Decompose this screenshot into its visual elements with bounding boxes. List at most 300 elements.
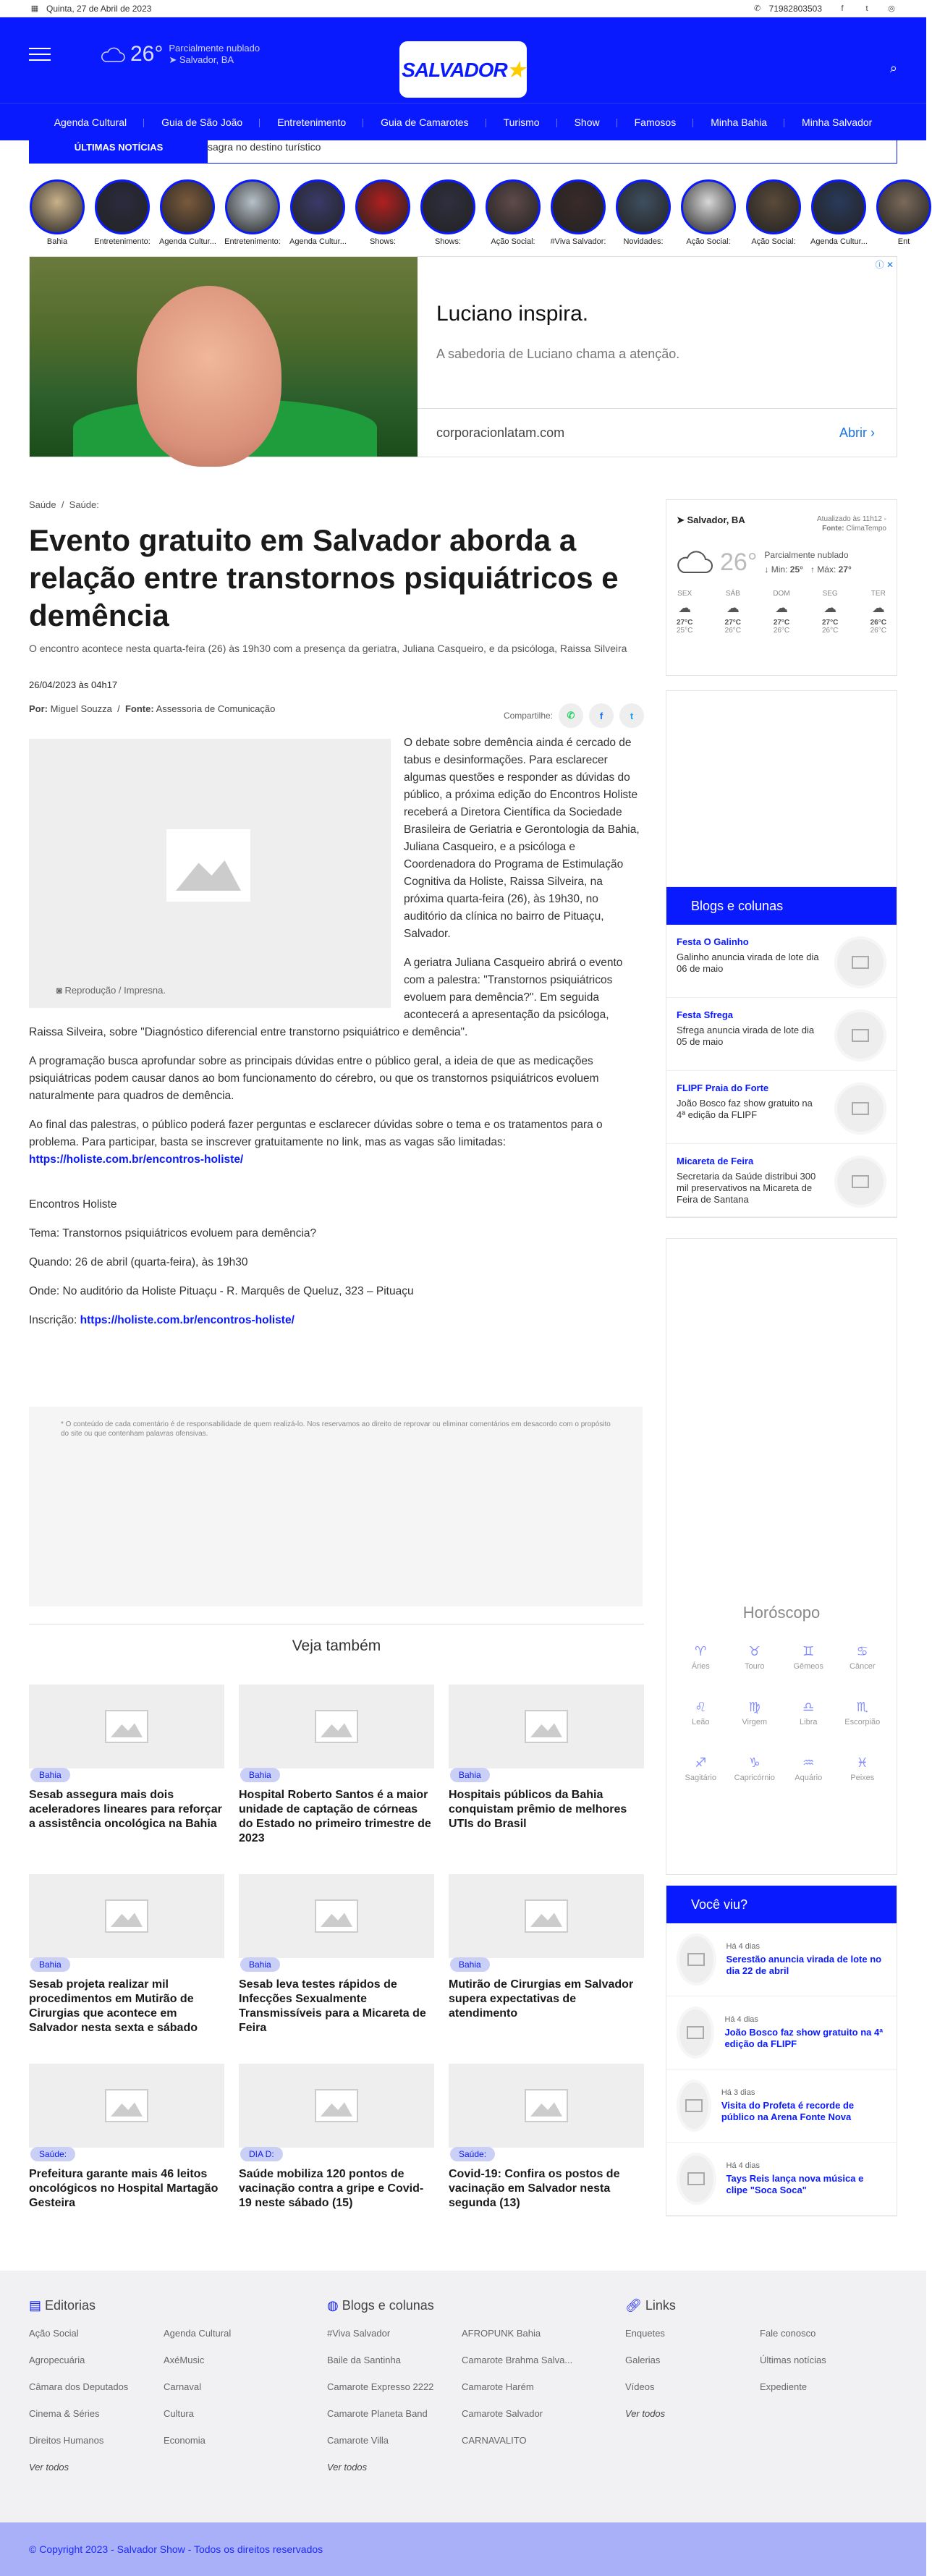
nav-item[interactable]: Guia de Camarotes [363, 116, 486, 128]
card-tag[interactable]: Bahia [450, 1957, 490, 1972]
footer-link[interactable]: Galerias [625, 2355, 661, 2365]
facebook-icon[interactable]: f [841, 4, 844, 13]
story-label: Novidades: [623, 237, 664, 246]
card-image[interactable] [29, 1874, 224, 1958]
footer-link[interactable]: Economia [164, 2435, 206, 2446]
forecast-day [725, 590, 741, 635]
image-placeholder-icon [677, 1933, 716, 1986]
article-subtitle: O encontro acontece nesta quarta-feira (26) às 19h30 com a presença da geriatra, Juliana Casqueiro, e da psicóloga, Raissa Silveira [29, 643, 627, 654]
footer-link[interactable]: Carnaval [164, 2381, 202, 2392]
forecast-min: 26°C [773, 627, 790, 635]
story-item[interactable] [876, 179, 932, 250]
forecast-weekday: DOM [773, 590, 790, 598]
card-tag[interactable]: Bahia [450, 1768, 490, 1782]
weather-forecast [677, 590, 886, 635]
header-city: Salvador, BA [179, 54, 234, 65]
article-title: Evento gratuito em Salvador aborda a relação entre transtornos psiquiátricos e demência [29, 523, 619, 632]
paragraph: Onde: No auditório da Holiste Pituaçu - R. Marquês de Queluz, 323 – Pituaçu [29, 1285, 414, 1297]
item-time: Há 3 dias [721, 2088, 755, 2097]
related-card[interactable] [449, 1874, 644, 2064]
item-title[interactable]: Serestão anuncia virada de lote no dia 22 de abril [726, 1954, 882, 1976]
zodiac-icon: ♐︎ [695, 1755, 707, 1770]
item-title[interactable]: Tays Reis lança nova música e clipe "Soca Soca" [726, 2173, 864, 2195]
ad-title[interactable]: Luciano inspira. [436, 302, 589, 326]
image-placeholder-icon [677, 2007, 714, 2059]
story-thumbnail[interactable] [95, 179, 150, 234]
story-item[interactable] [550, 179, 606, 250]
news-ticker [29, 130, 897, 164]
image-placeholder-icon [166, 829, 250, 902]
copyright: © Copyright 2023 - Salvador Show - Todos os direitos reservados [0, 2522, 926, 2576]
story-label: Ação Social: [751, 237, 796, 246]
forecast-min: 26°C [724, 627, 741, 635]
ver-todos-link[interactable]: Ver todos [29, 2462, 69, 2473]
author: Miguel Souzza [50, 703, 112, 714]
image-placeholder-icon [315, 1899, 358, 1933]
forecast-day [677, 590, 692, 635]
item-title[interactable]: Visita do Profeta é recorde de público na Arena Fonte Nova [721, 2100, 855, 2122]
horoscope-widget [666, 1238, 897, 1875]
blog-item[interactable] [666, 1144, 897, 1217]
story-label: #Viva Salvador: [550, 237, 606, 246]
zodiac-sign[interactable] [728, 1755, 782, 1782]
zodiac-icon: ♋︎ [856, 1644, 868, 1658]
header-temp: 26° [130, 42, 164, 66]
related-card[interactable] [449, 2064, 644, 2253]
story-label: Agenda Cultur... [810, 237, 868, 246]
stories-strip [29, 179, 910, 250]
article [29, 499, 644, 1341]
story-item[interactable] [745, 179, 802, 250]
horoscope-title: Horóscopo [742, 1603, 821, 1622]
forecast-day [822, 590, 838, 635]
weather-icon: ☁ [871, 601, 885, 615]
image-placeholder-icon [677, 2153, 716, 2205]
item-time: Há 4 dias [724, 2015, 758, 2024]
footer-link[interactable]: Câmara dos Deputados [29, 2381, 129, 2392]
card-image[interactable] [239, 1874, 434, 1958]
card-title[interactable]: Sesab projeta realizar mil procedimentos em Mutirão de Cirurgias que acontece em Salvador nesta sexta e sábado [29, 1978, 198, 2034]
card-title[interactable]: Sesab leva testes rápidos de Infecções Sexualmente Transmissíveis para a Micareta de Feira [239, 1978, 426, 2034]
twitter-share-icon[interactable]: t [619, 703, 644, 728]
zodiac-sign[interactable] [674, 1644, 728, 1671]
calendar-icon: ▦ [30, 4, 39, 13]
story-thumbnail[interactable] [160, 179, 215, 234]
newspaper-icon: ▤ [29, 2298, 46, 2313]
article-body [29, 714, 644, 1329]
footer-link[interactable]: Agropecuária [29, 2355, 85, 2365]
image-placeholder-icon [834, 1009, 886, 1062]
blog-item[interactable] [666, 925, 897, 998]
twitter-icon[interactable]: t [865, 4, 868, 13]
zodiac-icon: ♍︎ [748, 1700, 761, 1714]
breadcrumb-item[interactable]: Saúde: [69, 499, 99, 510]
story-label: Agenda Cultur... [289, 237, 347, 246]
zodiac-icon: ♉︎ [748, 1644, 761, 1658]
zodiac-label: Sagitário [685, 1774, 716, 1782]
forecast-max: 27°C [821, 619, 839, 627]
paragraph: Quando: 26 de abril (quarta-feira), às 19h30 [29, 1256, 248, 1268]
forecast-max: 26°C [870, 619, 886, 627]
forecast-weekday: TER [870, 590, 886, 598]
card-tag[interactable]: Bahia [30, 1768, 70, 1782]
image-placeholder-icon [105, 2089, 148, 2122]
nav-item[interactable]: Turismo [486, 116, 557, 128]
forecast-max: 27°C [724, 619, 741, 627]
zodiac-sign[interactable] [836, 1700, 890, 1726]
card-title[interactable]: Prefeitura garante mais 46 leitos oncológicos no Hospital Martagão Gesteira [29, 2168, 219, 2209]
ad-text: A sabedoria de Luciano chama a atenção. [436, 347, 680, 361]
story-item[interactable] [615, 179, 672, 250]
weather-updated: Atualizado às 11h12 - [817, 515, 886, 523]
related-card[interactable] [449, 1685, 644, 1874]
image-placeholder-icon [105, 1899, 148, 1933]
footer-link[interactable]: Expediente [760, 2381, 808, 2392]
story-item[interactable] [485, 179, 541, 250]
story-label: Bahia [46, 237, 68, 246]
nav-item[interactable]: Famosos [617, 116, 694, 128]
related-grid [29, 1685, 644, 2253]
registration-link[interactable]: https://holiste.com.br/encontros-holiste/ [29, 1153, 244, 1166]
nav-item[interactable]: Guia de São João [144, 116, 260, 128]
ver-todos-link[interactable]: Ver todos [327, 2462, 368, 2473]
story-label: Shows: [434, 237, 462, 246]
zodiac-label: Peixes [850, 1774, 875, 1782]
story-item[interactable] [420, 179, 476, 250]
paragraph: Encontros Holiste [29, 1198, 117, 1211]
article-image[interactable] [29, 739, 391, 1008]
blog-headline[interactable]: João Bosco faz show gratuito na 4ª edição da FLIPF [677, 1098, 813, 1120]
footer-link[interactable]: Cinema & Séries [29, 2408, 100, 2419]
voce-viu-item[interactable] [666, 2143, 897, 2216]
item-time: Há 4 dias [726, 2161, 760, 2170]
card-title[interactable]: Mutirão de Cirurgias em Salvador supera expectativas de atendimento [449, 1978, 634, 2020]
footer-link[interactable]: Camarote Brahma Salva... [462, 2355, 573, 2365]
zodiac-sign[interactable] [781, 1700, 836, 1726]
story-label: Ent [897, 237, 910, 246]
card-image[interactable] [239, 1685, 434, 1768]
blogs-widget [666, 887, 897, 1218]
forecast-weekday: SÁB [725, 590, 740, 598]
story-label: Entretenimento: [224, 237, 281, 246]
card-title[interactable]: Hospitais públicos da Bahia conquistam prêmio de melhores UTIs do Brasil [449, 1789, 627, 1830]
zodiac-sign[interactable] [728, 1644, 782, 1671]
voce-viu-item[interactable] [666, 2069, 897, 2143]
voce-viu-item[interactable] [666, 1996, 897, 2069]
story-thumbnail[interactable] [355, 179, 410, 234]
weather-icon: ☁ [678, 601, 692, 615]
weather-icon: ☁ [774, 601, 788, 615]
card-title[interactable]: Covid-19: Confira os postos de vacinação em Salvador nesta segunda (13) [449, 2168, 620, 2209]
footer-link[interactable]: CARNAVALITO [462, 2435, 527, 2446]
related-card[interactable] [29, 1685, 224, 1874]
blog-headline[interactable]: Sfrega anuncia virada de lote dia 05 de maio [677, 1025, 815, 1047]
site-header [0, 17, 926, 103]
footer-link[interactable]: Camarote Harém [462, 2381, 534, 2392]
blog-name[interactable]: Micareta de Feira [677, 1156, 754, 1166]
story-thumbnail[interactable] [30, 179, 85, 234]
ad-domain: corporacionlatam.com [436, 425, 565, 440]
related-card[interactable] [239, 1874, 434, 2064]
card-image[interactable] [29, 1685, 224, 1768]
weather-icon: ☁ [823, 601, 837, 615]
zodiac-label: Virgem [742, 1718, 768, 1726]
image-placeholder-icon [834, 936, 886, 988]
story-item[interactable] [680, 179, 737, 250]
nav-item[interactable]: Entretenimento [260, 116, 363, 128]
weather-source: ClimaTempo [846, 525, 886, 533]
comments-section[interactable] [29, 1407, 643, 1606]
facebook-share-icon[interactable]: f [589, 703, 614, 728]
weather-widget: ➤ Salvador, BA Atualizado às 11h12 - Fonte: ClimaTempo 26° Parcialmente nublado ↓ Min: 25° ↑ Máx: 27° SEX ☁ 27°C 25°C SÁB ☁ 27°C 26°C DOM ☁ 27°C 26°C SEG ☁ 27°C 26°C TER ☁ 26°C 26°C [666, 499, 897, 676]
registration-link[interactable]: https://holiste.com.br/encontros-holiste/ [80, 1314, 295, 1326]
zodiac-label: Leão [692, 1718, 710, 1726]
footer-link[interactable]: Camarote Planeta Band [327, 2408, 428, 2419]
story-thumbnail[interactable] [616, 179, 671, 234]
header-weather [100, 42, 260, 67]
paragraph: Inscrição: https://holiste.com.br/encontros-holiste/ [29, 1314, 295, 1326]
paragraph: A geriatra Juliana Casqueiro abrirá o evento com a palestra: "Transtornos psiquiátricos evoluem para demência?". Em seguida acontecerá a apresentação da psicóloga, Raissa Silveira, sobre "Diagnóstico diferencial entre transtorno psiquiátrico e demência". [29, 957, 623, 1038]
zodiac-sign[interactable] [836, 1644, 890, 1671]
cloud-icon [100, 46, 124, 63]
item-time: Há 4 dias [726, 1942, 760, 1951]
weather-min: 25° [789, 564, 803, 575]
footer-link[interactable]: Baile da Santinha [327, 2355, 401, 2365]
story-thumbnail[interactable] [420, 179, 475, 234]
weather-desc: Parcialmente nublado [764, 550, 849, 560]
zodiac-label: Libra [800, 1718, 818, 1726]
blog-name[interactable]: Festa O Galinho [677, 936, 749, 947]
card-tag[interactable]: Saúde: [450, 2147, 495, 2161]
zodiac-icon: ♓︎ [856, 1755, 868, 1770]
image-placeholder-icon [315, 2089, 358, 2122]
header-weather-desc: Parcialmente nublado [169, 43, 260, 54]
related-card[interactable] [29, 2064, 224, 2253]
image-placeholder-icon [677, 2080, 711, 2132]
phone-number[interactable]: 71982803503 [768, 3, 822, 14]
link-icon: 🔗︎ [625, 2298, 645, 2313]
story-item[interactable] [159, 179, 216, 250]
card-image[interactable] [29, 2064, 224, 2148]
footer-editorias-title: Editorias [45, 2298, 96, 2313]
adchoices-icon[interactable]: ⓘ ✕ [875, 260, 894, 270]
camera-icon: ◙ [56, 985, 65, 996]
forecast-weekday: SEG [822, 590, 838, 598]
image-placeholder-icon [525, 2089, 568, 2122]
menu-icon[interactable] [29, 48, 51, 62]
forecast-weekday: SEX [677, 590, 692, 598]
breadcrumb-item[interactable]: Saúde [29, 499, 56, 510]
footer-link[interactable]: Camarote Expresso 2222 [327, 2381, 434, 2392]
related-card[interactable] [239, 1685, 434, 1874]
share-label: Compartilhe: [503, 711, 553, 721]
image-placeholder-icon [525, 1710, 568, 1743]
story-item[interactable] [289, 179, 346, 250]
ad-image[interactable] [30, 257, 418, 457]
site-logo[interactable]: SALVADOR★ [402, 43, 525, 96]
card-image[interactable] [449, 1874, 644, 1958]
story-item[interactable] [29, 179, 85, 250]
story-item[interactable] [94, 179, 151, 250]
top-bar [0, 0, 926, 17]
footer-link[interactable]: Cultura [164, 2408, 194, 2419]
voce-viu-title: Você viu? [666, 1886, 897, 1923]
blog-name[interactable]: Festa Sfrega [677, 1009, 734, 1020]
nav-item[interactable]: Minha Bahia [693, 116, 784, 128]
forecast-day [773, 590, 789, 635]
current-date: Quinta, 27 de Abril de 2023 [46, 3, 152, 14]
image-placeholder-icon [834, 1156, 886, 1208]
card-tag[interactable]: Bahia [240, 1957, 280, 1972]
story-thumbnail[interactable] [225, 179, 280, 234]
voce-viu-item[interactable] [666, 1923, 897, 1996]
story-thumbnail[interactable] [811, 179, 866, 234]
footer-blogs-title: Blogs e colunas [342, 2298, 434, 2313]
forecast-max: 27°C [677, 619, 693, 627]
ad-slot [666, 690, 897, 887]
footer-link[interactable]: Vídeos [625, 2381, 655, 2392]
location-icon: ➤ [677, 514, 687, 525]
related-title: Veja também [29, 1624, 644, 1655]
logo-text: SALVADOR [402, 58, 507, 81]
article-date: 26/04/2023 às 04h17 [29, 679, 118, 690]
card-title[interactable]: Hospital Roberto Santos é a maior unidade de captação de córneas do Estado no primeiro trimestre de 2023 [239, 1789, 431, 1844]
zodiac-sign[interactable] [674, 1700, 728, 1726]
card-image[interactable] [449, 1685, 644, 1768]
zodiac-sign[interactable] [836, 1755, 890, 1782]
sidebar [666, 499, 897, 2216]
zodiac-label: Capricórnio [734, 1774, 775, 1782]
blog-item[interactable] [666, 1071, 897, 1144]
footer-link[interactable]: Direitos Humanos [29, 2435, 104, 2446]
image-caption: Reprodução / Impresna. [64, 985, 166, 996]
story-thumbnail[interactable] [681, 179, 736, 234]
search-icon[interactable]: ⌕ [889, 61, 897, 75]
item-title[interactable]: João Bosco faz show gratuito na 4ª edição da FLIPF [724, 2027, 884, 2049]
zodiac-icon: ♏︎ [856, 1700, 868, 1714]
image-placeholder-icon [315, 1710, 358, 1743]
card-tag[interactable]: Saúde: [30, 2147, 75, 2161]
zodiac-label: Áries [691, 1662, 710, 1671]
zodiac-sign[interactable] [674, 1755, 728, 1782]
ver-todos-link[interactable]: Ver todos [625, 2408, 666, 2419]
card-tag[interactable]: Bahia [240, 1768, 280, 1782]
weather-icon: ☁ [726, 601, 740, 615]
forecast-min: 26°C [821, 627, 839, 635]
story-label: Shows: [369, 237, 397, 246]
image-placeholder-icon [525, 1899, 568, 1933]
footer-link[interactable]: AxéMusic [164, 2355, 205, 2365]
footer-links-title: Links [645, 2298, 676, 2313]
advertisement[interactable] [29, 256, 897, 457]
zodiac-icon: ♎︎ [802, 1700, 815, 1714]
zodiac-label: Escorpião [844, 1718, 881, 1726]
zodiac-label: Gêmeos [793, 1662, 824, 1671]
ticker-text[interactable]: sagra no destino turístico [208, 141, 321, 153]
card-image[interactable] [239, 2064, 434, 2148]
whatsapp-icon[interactable]: ✆ [753, 4, 761, 13]
globe-icon: ◍ [327, 2298, 342, 2313]
location-icon: ➤ [169, 54, 179, 65]
nav-item[interactable]: Show [557, 116, 617, 128]
zodiac-icon: ♑︎ [748, 1755, 761, 1770]
image-placeholder-icon [105, 1710, 148, 1743]
footer-link[interactable]: Fale conosco [760, 2328, 816, 2339]
zodiac-sign[interactable] [781, 1644, 836, 1671]
story-item[interactable] [355, 179, 411, 250]
footer-link[interactable]: Camarote Salvador [462, 2408, 543, 2419]
blogs-title: Blogs e colunas [666, 887, 897, 925]
breadcrumb: Saúde / Saúde: [29, 499, 99, 510]
story-thumbnail[interactable] [551, 179, 606, 234]
story-thumbnail[interactable] [486, 179, 541, 234]
comments-note: * O conteúdo de cada comentário é de responsabilidade de quem realizá-lo. Nos reservamos ao direito de reprovar ou eliminar comentários em desacordo com o propósito do site ou que contenham palavras ofensivas. [61, 1420, 611, 1438]
footer-link[interactable]: Ação Social [29, 2328, 79, 2339]
whatsapp-share-icon[interactable]: ✆ [559, 703, 583, 728]
card-title[interactable]: Sesab assegura mais dois aceleradores lineares para reforçar a assistência oncológica na Bahia [29, 1789, 222, 1830]
voce-viu-widget [666, 1885, 897, 2216]
zodiac-icon: ♌︎ [695, 1700, 707, 1714]
story-label: Ação Social: [491, 237, 535, 246]
footer-link[interactable]: Agenda Cultural [164, 2328, 232, 2339]
footer-link[interactable]: Últimas notícias [760, 2355, 826, 2365]
card-tag[interactable]: Bahia [30, 1957, 70, 1972]
nav-item[interactable]: Agenda Cultural [37, 116, 144, 128]
zodiac-sign[interactable] [781, 1755, 836, 1782]
story-thumbnail[interactable] [876, 179, 931, 234]
story-thumbnail[interactable] [290, 179, 345, 234]
paragraph: O debate sobre demência ainda é cercado de tabus e desinformações. Para esclarecer algumas questões e responder as dúvidas do público, a próxima edição do Encontros Holiste receberá a Diretora Científica da Sociedade Brasileira de Geriatria e Gerontologia da Bahia, Juliana Casqueiro, e a psicóloga e Coordenadora do Programa de Estimulação Cognitiva da Holiste, Raissa Silveira, na próxima quarta-feira (26), às 19h30, no auditório da clínica no bairro de Pituaçu, Salvador. [404, 737, 640, 940]
weather-city: Salvador, BA [687, 514, 745, 525]
related-card[interactable] [239, 2064, 434, 2253]
story-thumbnail[interactable] [746, 179, 801, 234]
related-card[interactable] [29, 1874, 224, 2064]
ad-open-button[interactable]: Abrir › [839, 425, 875, 440]
blog-headline[interactable]: Galinho anuncia virada de lote dia 06 de maio [677, 952, 819, 974]
share-bar [504, 703, 644, 728]
blog-name[interactable]: FLIPF Praia do Forte [677, 1082, 769, 1093]
footer-link[interactable]: Enquetes [625, 2328, 665, 2339]
card-title[interactable]: Saúde mobiliza 120 pontos de vacinação contra a gripe e Covid-19 neste sábado (15) [239, 2168, 424, 2209]
forecast-min: 26°C [870, 627, 886, 635]
forecast-day [870, 590, 886, 635]
blog-headline[interactable]: Secretaria da Saúde distribui 300 mil preservativos na Micareta de Feira de Santana [677, 1171, 816, 1205]
footer-link[interactable]: AFROPUNK Bahia [462, 2328, 541, 2339]
story-label: Ação Social: [686, 237, 731, 246]
story-item[interactable] [810, 179, 867, 250]
blog-item[interactable] [666, 998, 897, 1071]
card-tag[interactable]: DIA D: [240, 2147, 283, 2161]
story-label: Agenda Cultur... [159, 237, 216, 246]
footer-link[interactable]: Camarote Villa [327, 2435, 389, 2446]
forecast-min: 25°C [677, 627, 693, 635]
zodiac-label: Touro [744, 1662, 765, 1671]
zodiac-sign[interactable] [728, 1700, 782, 1726]
weather-temp: 26° [720, 548, 758, 576]
zodiac-icon: ♈︎ [695, 1644, 707, 1658]
instagram-icon[interactable]: ◎ [888, 4, 895, 13]
ticker-label: ÚLTIMAS NOTÍCIAS [30, 131, 208, 163]
source: Assessoria de Comunicação [156, 703, 276, 714]
zodiac-icon: ♒︎ [802, 1755, 815, 1770]
card-image[interactable] [449, 2064, 644, 2148]
story-item[interactable] [224, 179, 281, 250]
footer [0, 2271, 926, 2522]
byline: Por: Miguel Souzza / Fonte: Assessoria de Comunicação [29, 703, 276, 714]
story-label: Entretenimento: [94, 237, 151, 246]
nav-item[interactable]: Minha Salvador [802, 116, 873, 128]
footer-link[interactable]: #Viva Salvador [327, 2328, 391, 2339]
